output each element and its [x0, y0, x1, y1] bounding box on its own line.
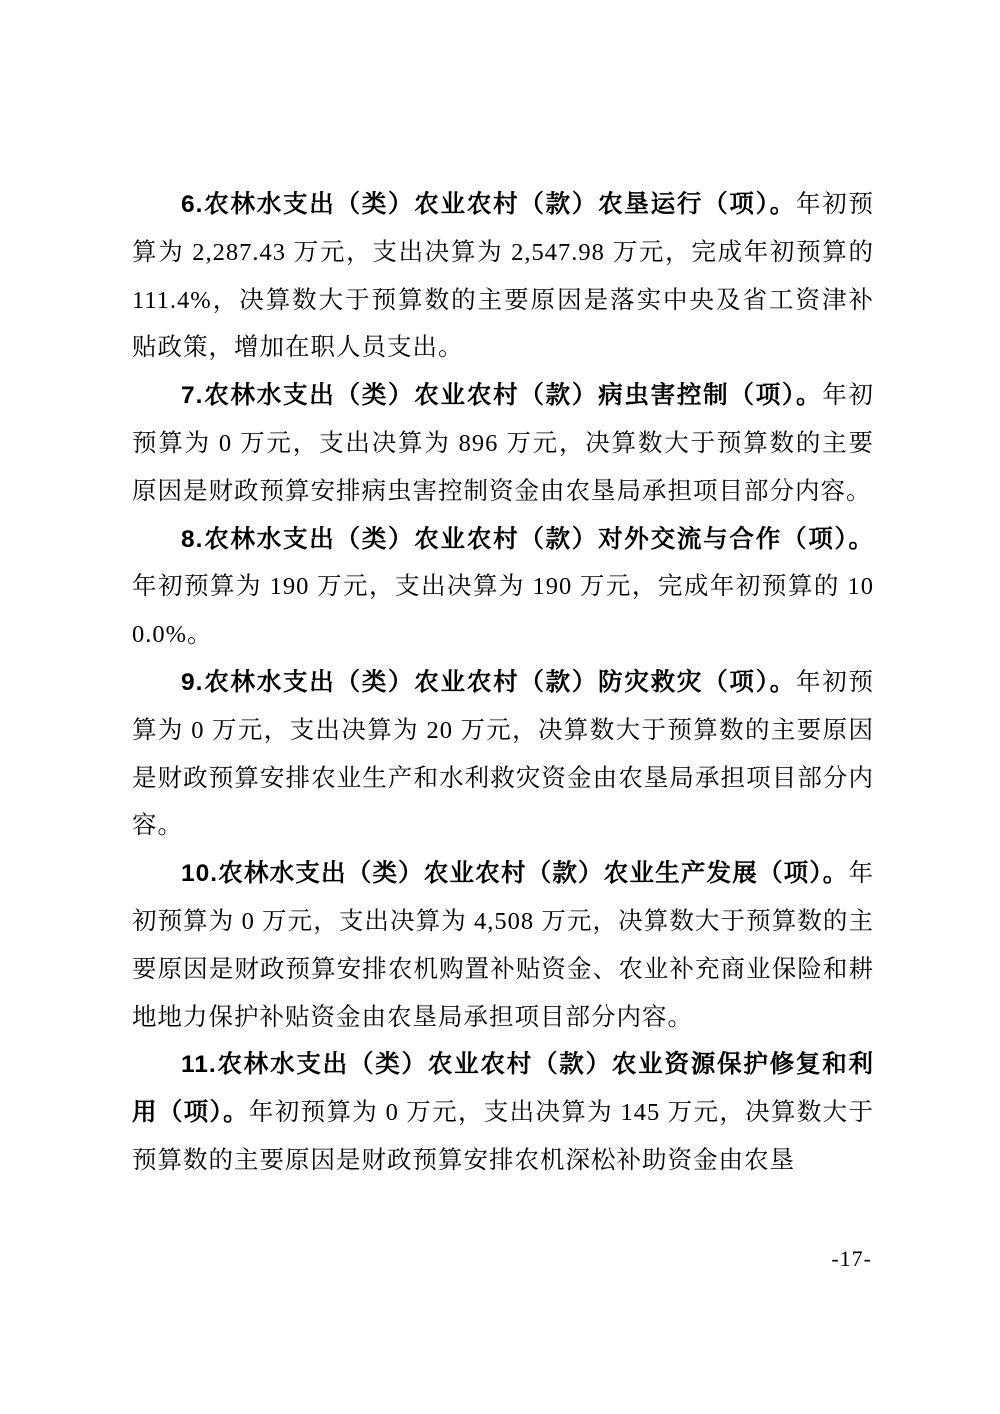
paragraph-heading: 7.农林水支出（类）农业农村（款）病虫害控制（项）。 [181, 382, 823, 410]
paragraph-text: 年初预算为 0 万元，支出决算为 20 万元，决算数大于预算数的主要原因是财政预算安排农业生产和水利救灾资金由农垦局承担项目部分内容。 [132, 668, 874, 840]
paragraph-text: 年初预算为 0 万元，支出决算为 4,508 万元，决算数大于预算数的主要原因是财政预算安排农机购置补贴资金、农业补充商业保险和耕地地力保护补贴资金由农垦局承担项目部分内容。 [132, 860, 874, 1031]
paragraph [132, 516, 874, 659]
paragraph-heading: 8.农林水支出（类）农业农村（款）对外交流与合作（项）。 [181, 525, 874, 553]
paragraph-text: 年初预算为 190 万元，支出决算为 190 万元，完成年初预算的 100.0%。 [132, 573, 874, 649]
paragraph [132, 181, 874, 372]
paragraph-text: 年初预算为 2,287.43 万元，支出决算为 2,547.98 万元，完成年初预算的 111.4%，决算数大于预算数的主要原因是落实中央及省工资津补贴政策，增加在职人员支出。 [132, 191, 874, 362]
paragraph [132, 372, 874, 515]
paragraph-text: 年初预算为 0 万元，支出决算为 896 万元，决算数大于预算数的主要原因是财政预算安排病虫害控制资金由农垦局承担项目部分内容。 [132, 382, 874, 505]
page-number: -17- [831, 1246, 872, 1271]
paragraph-text: 年初预算为 0 万元，支出决算为 145 万元，决算数大于预算数的主要原因是财政预算安排农机深松补助资金由农垦 [132, 1099, 875, 1174]
paragraph [132, 659, 874, 850]
paragraph-heading: 10.农林水支出（类）农业农村（款）农业生产发展（项）。 [181, 860, 849, 888]
paragraph-heading: 11.农林水支出（类）农业农村（款）农业资源保护修复和利用（项）。 [132, 1051, 874, 1127]
document-body [132, 181, 874, 1185]
paragraph [132, 1041, 874, 1184]
paragraph-heading: 6.农林水支出（类）农业农村（款）农垦运行（项）。 [181, 191, 796, 218]
paragraph-heading: 9.农林水支出（类）农业农村（款）防灾救灾（项）。 [181, 668, 796, 696]
paragraph [132, 850, 874, 1041]
